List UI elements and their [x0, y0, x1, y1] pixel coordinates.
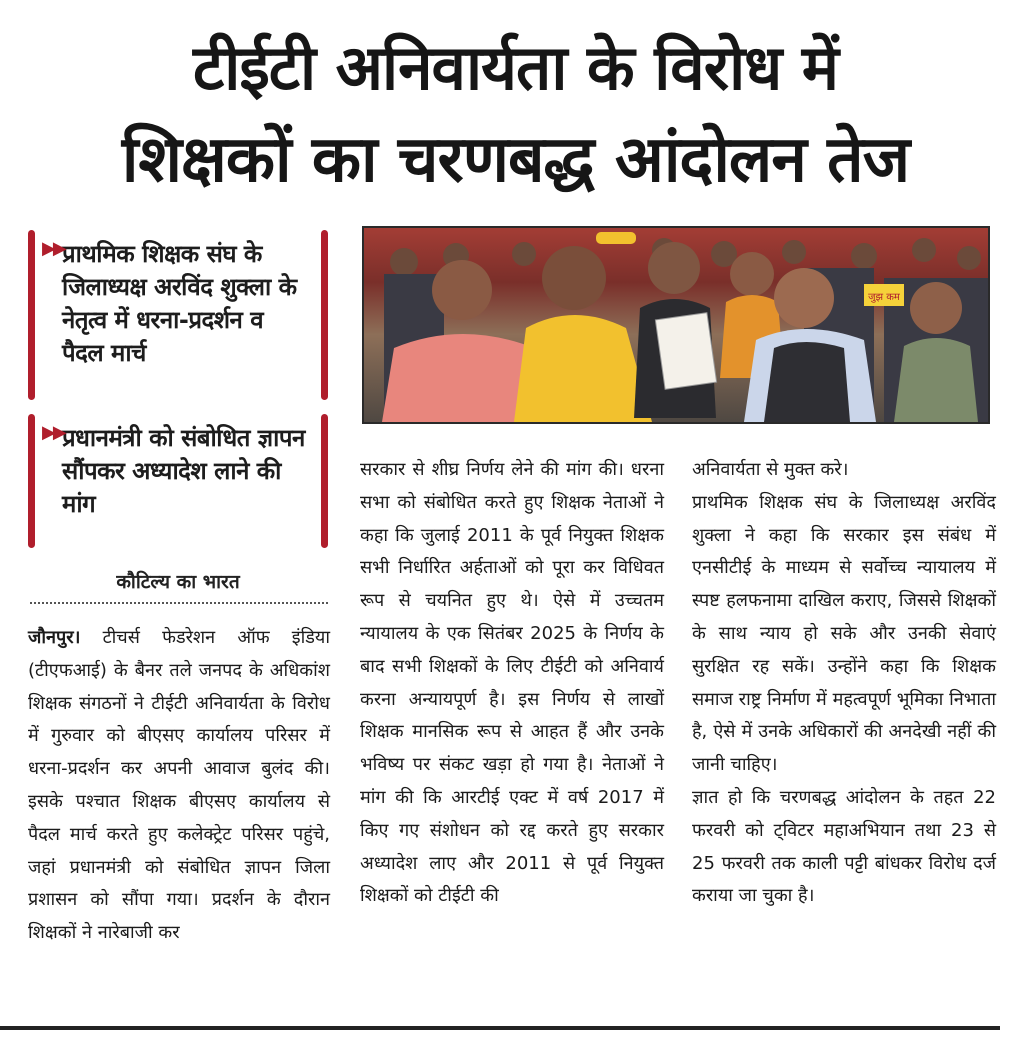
byline: कौटिल्य का भारत — [116, 571, 240, 593]
photo-banner-text: जुझ कम — [868, 292, 900, 303]
headline-line-1: टीईटी अनिवार्यता के विरोध में — [193, 31, 838, 104]
double-arrow-icon: ▶▶ — [42, 422, 64, 443]
headline-line-2: शिक्षकों का चरणबद्ध आंदोलन तेज — [121, 123, 910, 197]
column-3-para-3: ज्ञात हो कि चरणबद्ध आंदोलन के तहत 22 फरवरी को ट्विटर महाअभियान तथा 23 से 25 फरवरी तक काली पट्टी बांधकर विरोध दर्ज कराया जा चुका है। — [692, 786, 996, 907]
highlight-text-2: प्रधानमंत्री को संबोधित ज्ञापन सौंपकर अध्यादेश लाने की मांग — [62, 424, 305, 518]
news-photo — [362, 226, 990, 424]
article-column-3 — [692, 454, 996, 913]
highlight-box-2 — [28, 414, 328, 548]
column-3-para-2: प्राथमिक शिक्षक संघ के जिलाध्यक्ष अरविंद शुक्ला ने कहा कि सरकार इस संबंध में एनसीटीई के माध्यम से सर्वोच्च न्यायालय में स्पष्ट हलफनामा दाखिल कराए, जिससे शिक्षकों के साथ न्याय हो सके और उनकी सेवाएं सुरक्षित रह सकें। उन्होंने कहा कि शिक्षक समाज राष्ट्र निर्माण में महत्वपूर्ण भूमिका निभाता है, ऐसे में उनके अधिकारों की अनदेखी नहीं की जानी चाहिए। — [692, 491, 996, 776]
bottom-rule — [0, 1026, 1000, 1030]
article-column-2 — [360, 454, 664, 913]
column-1-text: टीचर्स फेडरेशन ऑफ इंडिया (टीएफआई) के बैनर तले जनपद के अधिकांश शिक्षक संगठनों ने टीईटी अनिवार्यता के विरोध में गुरुवार को बीएसए कार्यालय परिसर में धरना-प्रदर्शन कर अपनी आवाज बुलंद की। इसके पश्चात शिक्षक बीएसए कार्यालय से पैदल मार्च करते हुए कलेक्ट्रेट परिसर पहुंचे, जहां प्रधानमंत्री को संबोधित ज्ञापन जिला प्रशासन को सौंपा गया। प्रदर्शन के दौरान शिक्षकों ने नारेबाजी कर — [28, 627, 330, 944]
column-3-para-1: अनिवार्यता से मुक्त करे। — [692, 459, 849, 480]
column-2-text: सरकार से शीघ्र निर्णय लेने की मांग की। धरना सभा को संबोधित करते हुए शिक्षक नेताओं ने कहा कि जुलाई 2011 के पूर्व नियुक्त शिक्षक सभी निर्धारित अर्हताओं को पूरा कर विधिवत रूप से चयनित हुए थे। ऐसे में उच्चतम न्यायालय के एक सितंबर 2025 के निर्णय के बाद सभी शिक्षकों के लिए टीईटी को अनिवार्य करना अन्यायपूर्ण है। इस निर्णय से लाखों शिक्षक मानसिक रूप से आहत हैं और उनके भविष्य पर संकट खड़ा हो गया है। नेताओं ने मांग की कि आरटीई एक्ट में वर्ष 2017 में किए गए संशोधन को रद्द करते हुए सरकार अध्यादेश लाए और 2011 से पूर्व नियुक्त शिक्षकों को टीईटी की — [360, 459, 664, 907]
highlight-box-1 — [28, 230, 328, 400]
highlight-text-1: प्राथमिक शिक्षक संघ के जिलाध्यक्ष अरविंद शुक्ला के नेतृत्व में धरना-प्रदर्शन व पैदल मार्च — [62, 240, 297, 367]
double-arrow-icon: ▶▶ — [42, 238, 64, 259]
article-column-1 — [28, 622, 330, 950]
dateline: जौनपुर। — [28, 627, 81, 648]
byline-divider — [30, 602, 328, 604]
photo-illustration — [364, 228, 988, 422]
